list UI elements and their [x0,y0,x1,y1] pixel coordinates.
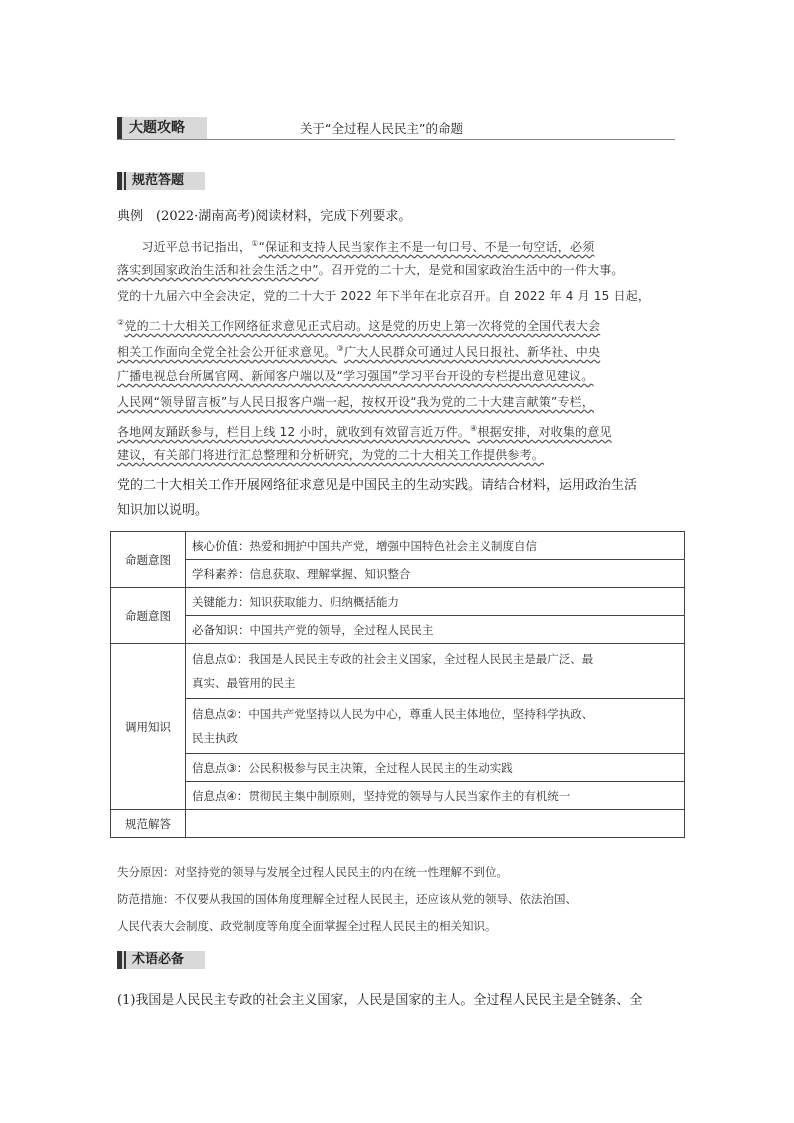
section-bar [117,951,122,969]
table-cell [186,532,685,560]
underlined-text: 党的二十大相关工作网络征求意见正式启动。这是党的历史上第一次将党的全国代表大会 [124,319,601,333]
table-cell [186,616,685,644]
material-line-1 [117,236,594,255]
table-cell [186,560,685,588]
table-row [111,560,685,588]
cell-key: 信息点①： [192,652,249,666]
row-label: 调用知识 [111,644,186,810]
page-header [117,117,675,141]
text: 党的十九届六中全会决定，党的二十大于 2022 年下半年在北京召开。自 2022 年 4 月 15 日起， [117,289,651,303]
table-cell [186,754,685,782]
text: 习近平总书记指出， [117,240,252,254]
underlined-text: “保证和支持人民当家作主不是一句口号、不是一句空话，必须 [258,240,595,254]
table-cell [186,644,685,699]
underlined-text: 建议，有关部门将进行汇总整理和分析研究，为党的二十大相关工作提供参考。 [117,448,545,462]
table-row [111,532,685,560]
table-row [111,588,685,616]
marker: ① [251,239,259,248]
cell-key: 信息点④： [192,788,249,803]
cell-value: 知识获取能力、归纳概括能力 [249,594,399,609]
analysis-table [110,531,685,838]
loss-reason: 失分原因：对坚持党的领导与发展全过程人民民主的内在统一性理解不到位。 [117,865,508,879]
cell-key: 信息点③： [192,760,249,775]
prevention-line-2: 人民代表大会制度、政党制度等角度全面掌握全过程人民民主的相关知识。 [117,919,497,933]
cell-key: 必备知识： [192,622,250,637]
cell-value-continued: 民主执政 [192,731,238,745]
underlined-text: 根据安排，对收集的意见 [477,425,612,439]
table-row [111,699,685,754]
underlined-text: 广播电视总台所属官网、新闻客户端以及“学习强国”学习平台开设的专栏提出意见建议。 [117,369,594,383]
table-row [111,616,685,644]
question-line-2: 知识加以说明。 [117,503,209,518]
header-title: 关于“全过程人民民主”的命题 [300,121,463,136]
section-bar [117,172,122,190]
cell-key: 关键能力： [192,594,250,609]
section-bar [124,172,126,190]
cell-key: 核心价值： [192,538,250,553]
material-line-6 [117,368,593,384]
example-lead: 典例 (2022·湖南高考)阅读材料，完成下列要求。 [117,209,412,224]
marker: ④ [470,424,478,433]
marker: ② [117,318,125,327]
material-line-2 [117,262,624,278]
underlined-text: 各地网友踊跃参与，栏目上线 12 小时，就收到有效留言近万件。 [117,425,471,439]
underlined-text: 人民网“领导留言板”与人民日报客户端一起，按权开设“我为党的二十大建言献策”专栏， [117,395,595,409]
cell-value: 中国共产党坚持以人民为中心，尊重人民主体地位，坚持科学执政、 [248,707,594,721]
question-line-1: 党的二十大相关工作开展网络征求意见是中国民主的生动实践。请结合材料，运用政治生活 [117,478,638,493]
section-answer-title: 规范答题 [132,173,185,188]
marker: ③ [336,344,344,353]
table-row [111,644,685,699]
row-label: 命题意图 [111,588,186,644]
cell-value: 中国共产党的领导，全过程人民民主 [249,622,434,637]
section-terms-title: 术语必备 [132,952,185,967]
row-label: 规范解答 [111,810,186,838]
header-tag [117,117,207,139]
cell-key: 学科素养： [192,566,250,581]
text: 。召开党的二十大，是党和国家政治生活中的一件大事。 [318,263,624,277]
section-terms [117,951,205,969]
underlined-text: 广大人民群众可通过人民日报社、新华社、中央 [343,345,601,359]
table-row [111,782,685,810]
cell-value-continued: 真实、最管用的民主 [192,676,296,690]
material-line-8 [117,421,612,440]
material-line-9 [117,447,544,463]
section-bar [124,951,126,969]
terms-line-1: (1)我国是人民民主专政的社会主义国家，人民是国家的主人。全过程人民民主是全链条、全 [117,993,643,1008]
header-tag-bar [117,117,122,139]
answer-cell [186,810,685,838]
table-cell [186,588,685,616]
prevention-line-1: 防范措施：不仅要从我国的国体角度理解全过程人民民主，还应该从党的领导、依法治国、 [117,892,577,906]
header-rule [117,139,675,140]
cell-value: 热爱和拥护中国共产党，增强中国特色社会主义制度自信 [249,538,537,553]
material-line-7 [117,394,594,410]
cell-value: 我国是人民民主专政的社会主义国家，全过程人民民主是最广泛、最 [248,652,594,666]
material-line-3 [117,288,650,304]
header-tag-label: 大题攻略 [129,120,185,136]
table-cell [186,699,685,754]
underlined-text: 落实到国家政治生活和社会生活之中” [117,263,319,277]
table-cell [186,782,685,810]
cell-key: 信息点②： [192,707,249,721]
cell-value: 贯彻民主集中制原则，坚持党的领导与人民当家作主的有机统一 [248,788,571,803]
material-line-4 [117,315,600,334]
cell-value: 公民积极参与民主决策，全过程人民民主的生动实践 [248,760,513,775]
cell-value: 信息获取、理解掌握、知识整合 [249,566,411,581]
table-row [111,810,685,838]
row-label: 命题意图 [111,532,186,588]
table-row [111,754,685,782]
section-answer [117,172,205,190]
underlined-text: 相关工作面向全党全社会公开征求意见。 [117,345,337,359]
material-line-5 [117,341,600,360]
